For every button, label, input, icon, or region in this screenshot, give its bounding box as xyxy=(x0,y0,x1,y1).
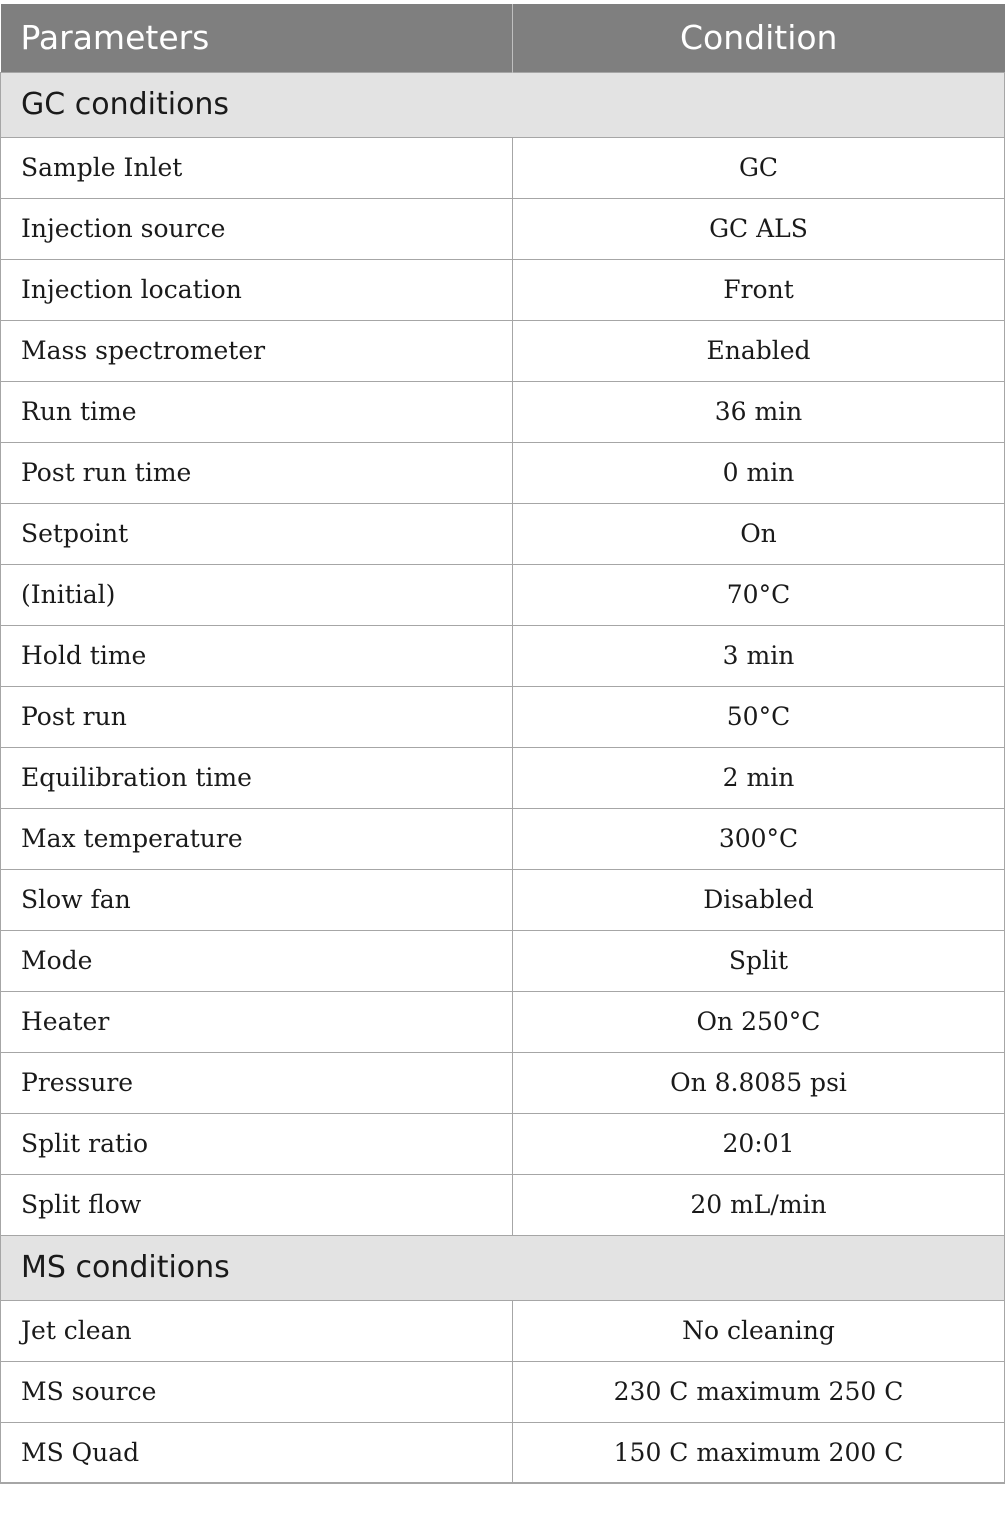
table-row xyxy=(1,747,1005,808)
table-row xyxy=(1,564,1005,625)
condition-cell: Enabled xyxy=(513,320,1005,381)
table-row xyxy=(1,686,1005,747)
table-row xyxy=(1,1174,1005,1235)
table-row xyxy=(1,381,1005,442)
condition-cell: Front xyxy=(513,259,1005,320)
table-row xyxy=(1,930,1005,991)
parameter-cell: Pressure xyxy=(1,1052,513,1113)
condition-cell: No cleaning xyxy=(513,1300,1005,1361)
condition-cell: 0 min xyxy=(513,442,1005,503)
table-body xyxy=(1,72,1005,1483)
parameter-cell: (Initial) xyxy=(1,564,513,625)
condition-cell: 50°C xyxy=(513,686,1005,747)
parameter-cell: Split flow xyxy=(1,1174,513,1235)
parameter-cell: Post run time xyxy=(1,442,513,503)
parameter-cell: Injection location xyxy=(1,259,513,320)
parameter-cell: Split ratio xyxy=(1,1113,513,1174)
condition-cell: 2 min xyxy=(513,747,1005,808)
table-header xyxy=(1,4,1005,72)
header-condition: Condition xyxy=(513,4,1005,72)
condition-cell: Disabled xyxy=(513,869,1005,930)
parameter-cell: MS source xyxy=(1,1361,513,1422)
table-row xyxy=(1,1422,1005,1483)
parameter-cell: Mass spectrometer xyxy=(1,320,513,381)
table-row xyxy=(1,320,1005,381)
table-row xyxy=(1,503,1005,564)
parameter-cell: Equilibration time xyxy=(1,747,513,808)
parameter-cell: Post run xyxy=(1,686,513,747)
condition-cell: 3 min xyxy=(513,625,1005,686)
condition-cell: Split xyxy=(513,930,1005,991)
table-row xyxy=(1,1361,1005,1422)
parameter-cell: Run time xyxy=(1,381,513,442)
condition-cell: GC xyxy=(513,137,1005,198)
table-row xyxy=(1,808,1005,869)
parameter-cell: Injection source xyxy=(1,198,513,259)
parameter-cell: Jet clean xyxy=(1,1300,513,1361)
condition-cell: 300°C xyxy=(513,808,1005,869)
section-title: MS conditions xyxy=(1,1235,1005,1300)
parameter-cell: Setpoint xyxy=(1,503,513,564)
table-row xyxy=(1,442,1005,503)
parameter-cell: MS Quad xyxy=(1,1422,513,1483)
condition-cell: 20 mL/min xyxy=(513,1174,1005,1235)
parameter-cell: Mode xyxy=(1,930,513,991)
parameter-cell: Heater xyxy=(1,991,513,1052)
table-row xyxy=(1,198,1005,259)
parameter-cell: Max temperature xyxy=(1,808,513,869)
table-row xyxy=(1,869,1005,930)
table-row xyxy=(1,625,1005,686)
table-row xyxy=(1,137,1005,198)
section-row xyxy=(1,72,1005,137)
section-title: GC conditions xyxy=(1,72,1005,137)
table-row xyxy=(1,1052,1005,1113)
condition-cell: 150 C maximum 200 C xyxy=(513,1422,1005,1483)
header-parameters: Parameters xyxy=(1,4,513,72)
table-row xyxy=(1,991,1005,1052)
parameter-cell: Slow fan xyxy=(1,869,513,930)
condition-cell: GC ALS xyxy=(513,198,1005,259)
header-row xyxy=(1,4,1005,72)
table-row xyxy=(1,1113,1005,1174)
parameters-table xyxy=(0,4,1005,1484)
condition-cell: 230 C maximum 250 C xyxy=(513,1361,1005,1422)
table-row xyxy=(1,1300,1005,1361)
condition-cell: On 250°C xyxy=(513,991,1005,1052)
condition-cell: On xyxy=(513,503,1005,564)
condition-cell: 70°C xyxy=(513,564,1005,625)
condition-cell: 36 min xyxy=(513,381,1005,442)
section-row xyxy=(1,1235,1005,1300)
table-row xyxy=(1,259,1005,320)
condition-cell: 20:01 xyxy=(513,1113,1005,1174)
parameter-cell: Sample Inlet xyxy=(1,137,513,198)
parameter-cell: Hold time xyxy=(1,625,513,686)
condition-cell: On 8.8085 psi xyxy=(513,1052,1005,1113)
